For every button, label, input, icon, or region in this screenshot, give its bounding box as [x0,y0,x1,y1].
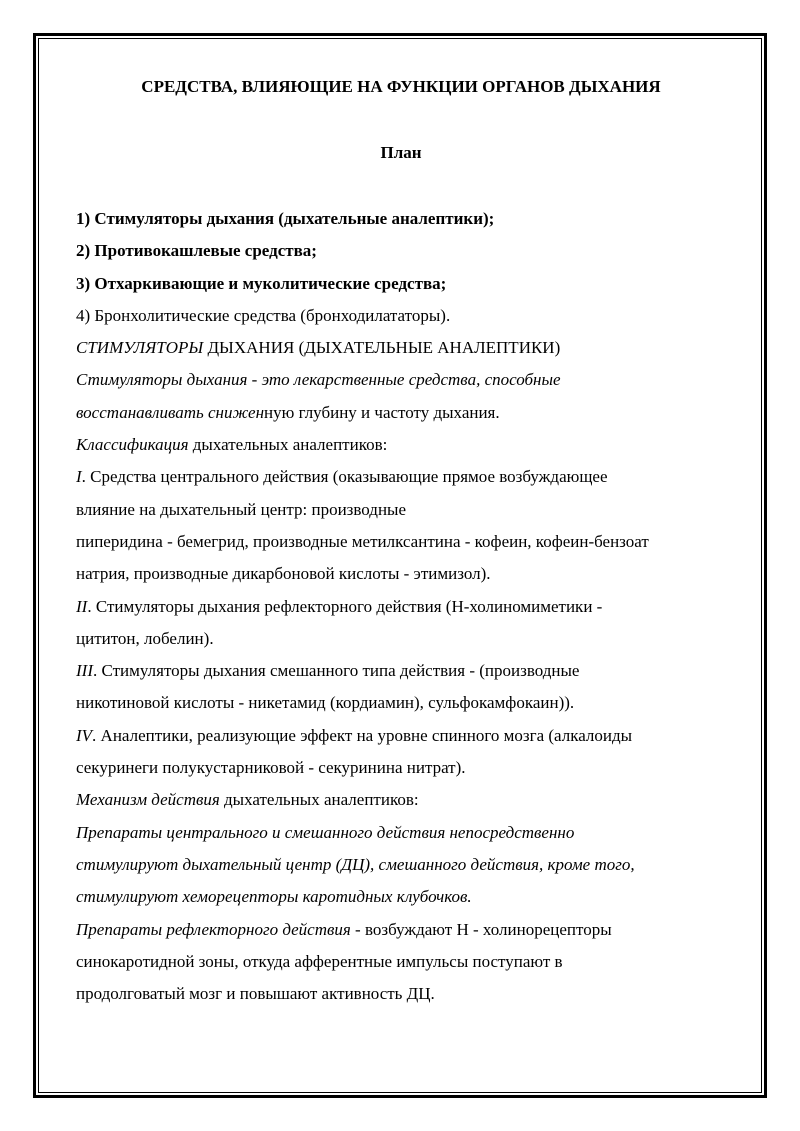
plan-heading: План [380,143,422,162]
plan-item-3: 3) Отхаркивающие и муколитические средства; [76,273,447,293]
mechanism-para-2-line-3: продолговатый мозг и повышают активность ДЦ. [76,984,435,1004]
mechanism-para-1-line-1: Препараты центрального и смешанного действия непосредственно [76,822,575,842]
group-1-line-3: пиперидина - бемегрид, производные метилксантина - кофеин, кофеин-бензоат [76,531,649,551]
group-2-line-2: цититон, лобелин). [76,628,214,648]
document-text [76,206,726,1013]
mechanism-para-2-line-2: синокаротидной зоны, откуда афферентные импульсы поступают в [76,951,563,971]
plan-item-1: 1) Стимуляторы дыхания (дыхательные аналептики); [76,209,495,228]
mechanism-para-1-line-2: стимулируют дыхательный центр (ДЦ), смешанного действия, кроме того, [76,854,635,874]
definition-line-2-rest: ную глубину и частоту дыхания. [264,402,500,422]
group-1-line-2: влияние на дыхательный центр: производные [76,499,407,519]
section-heading-rest: ДЫХАНИЯ (ДЫХАТЕЛЬНЫЕ АНАЛЕПТИКИ) [203,338,561,358]
classification-heading-italic: Классификация [76,435,189,455]
mechanism-para-2-italic: Препараты рефлекторного действия [76,919,351,939]
group-3-line-1 [76,658,726,690]
group-1-text: . Средства центрального действия (оказывающие прямое возбуждающее [81,467,608,487]
group-3-text: . Стимуляторы дыхания смешанного типа действия - (производные [92,661,580,681]
group-2-number: II [76,596,88,616]
group-3-line-2: никотиновой кислоты - никетамид (кордиамин), сульфокамфокаин)). [76,693,575,713]
plan-item-4: 4) Бронхолитические средства (бронходилататоры). [76,305,451,325]
mechanism-heading-italic: Механизм действия [76,790,220,810]
classification-heading-rest: дыхательных аналептиков: [188,435,388,455]
group-4-line-2: секуринеги полукустарниковой - секуринина нитрат). [76,758,466,778]
group-2-line-1 [76,594,726,626]
plan-item-2: 2) Противокашлевые средства; [76,241,317,261]
classification-heading [76,432,726,464]
section-heading [76,335,726,367]
mechanism-para-1-line-3: стимулируют хеморецепторы каротидных клубочков. [76,887,472,907]
group-1-line-4: натрия, производные дикарбоновой кислоты - этимизол). [76,564,491,584]
definition-line-2-italic: восстанавливать снижен [76,402,265,422]
mechanism-para-2-line-1 [76,917,726,949]
group-3-number: III [76,661,93,681]
group-1-number: I [76,467,82,487]
group-4-number: IV [76,725,93,745]
group-4-text: . Аналептики, реализующие эффект на уровне спинного мозга (алкалоиды [92,725,633,745]
group-2-text: . Стимуляторы дыхания рефлекторного действия (Н-холиномиметики - [87,596,603,616]
group-4-line-1 [76,723,726,755]
mechanism-heading [76,787,726,819]
mechanism-heading-rest: дыхательных аналептиков: [219,790,419,810]
section-heading-italic: СТИМУЛЯТОРЫ [76,338,204,358]
document-title: СРЕДСТВА, ВЛИЯЮЩИЕ НА ФУНКЦИИ ОРГАНОВ ДЫХАНИЯ [141,77,661,96]
definition-line-1: Стимуляторы дыхания - это лекарственные средства, способные [76,370,561,390]
group-1-line-1 [76,464,726,496]
mechanism-para-2-rest: - возбуждают Н - холинорецепторы [350,919,612,939]
definition-line-2 [76,400,726,432]
